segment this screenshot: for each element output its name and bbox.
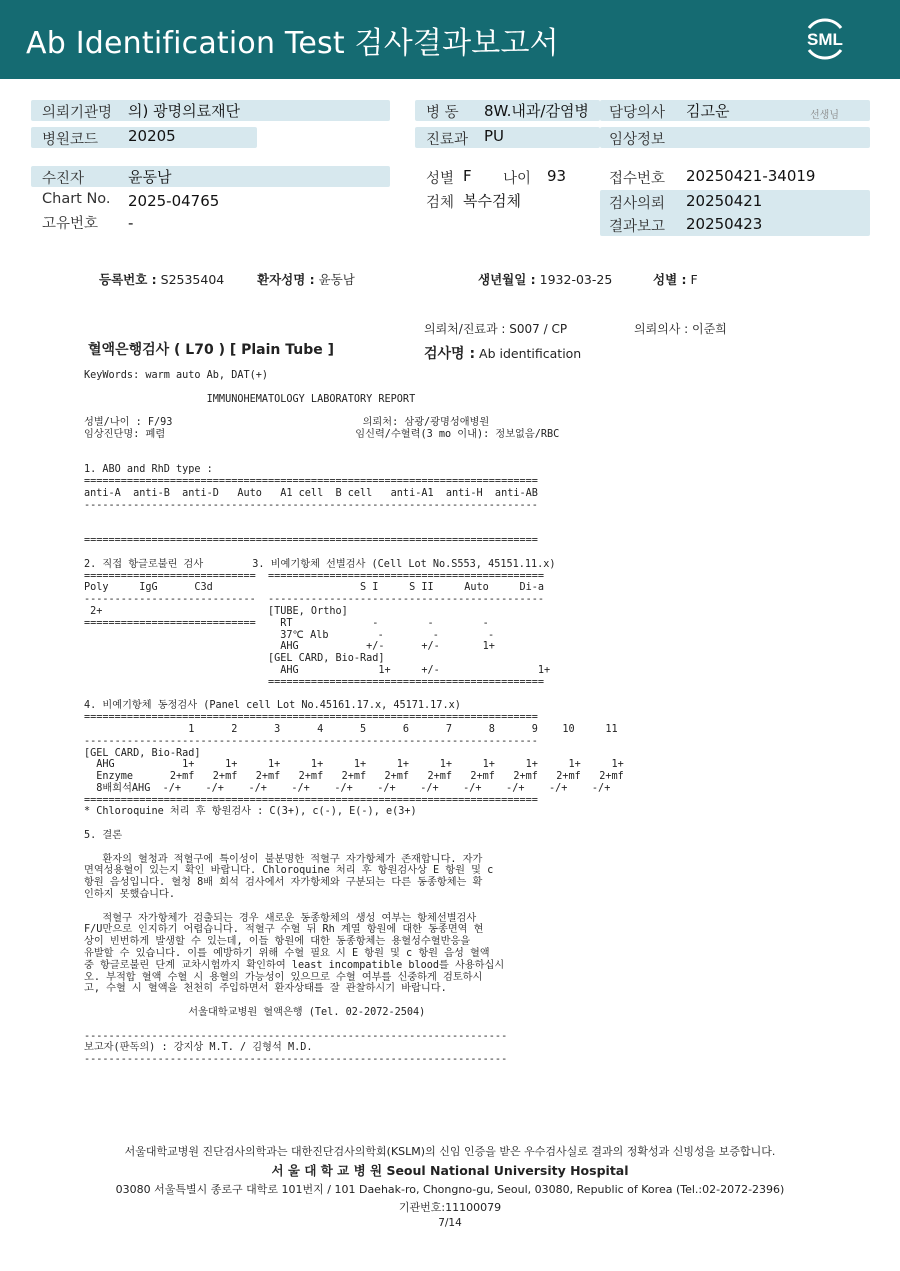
sml-logo-text: SML xyxy=(807,30,843,49)
report-line: 성별/나이 : F/93 의뢰처: 삼광/광명성애병원 xyxy=(84,417,490,429)
report-line: 서울대학교병원 혈액은행 (Tel. 02-2072-2504) xyxy=(84,1007,426,1019)
report-line: -------------------------------------------------------------------------- xyxy=(84,735,538,747)
report-line xyxy=(84,453,554,465)
report-line: 8배희석AHG -/+ -/+ -/+ -/+ -/+ -/+ -/+ -/+ -/+ -/+ -/+ xyxy=(84,782,611,794)
report-line: ========================================================================== xyxy=(84,794,538,806)
receipt-no-value: 20250421-34019 xyxy=(686,167,816,185)
scan-test-title: 혈액은행검사 ( L70 ) [ Plain Tube ] xyxy=(88,342,335,358)
patient-label: 수진자 xyxy=(42,171,85,187)
report-line: IMMUNOHEMATOLOGY LABORATORY REPORT xyxy=(84,393,416,405)
report-line: -------------------------------------------------------------------------- xyxy=(84,499,538,511)
report-line: 2. 직접 항글로불린 검사 3. 비예기항체 선별검사 (Cell Lot No.S553, 45151.11.x) xyxy=(84,558,556,570)
report-line: 5. 결론 xyxy=(84,830,123,842)
scan-test-name: 검사명 : Ab identification xyxy=(424,346,582,362)
report-line: 항원 음성입니다. 혈청 8배 희석 검사에서 자가항체와 구분되는 다른 동종항체는 확 xyxy=(84,877,483,889)
patient-bar xyxy=(31,166,390,187)
footer-certification: 서울대학교병원 진단검사의학과는 대한진단검사의학회(KSLM)의 신임 인증을 받은 우수검사실로 결과의 정확성과 신빙성을 보증합니다. xyxy=(124,1145,776,1158)
report-line: ============================ RT - - - xyxy=(84,617,489,629)
report-line xyxy=(84,547,554,559)
receipt-no-label: 접수번호 xyxy=(609,171,666,187)
department-label: 진료과 xyxy=(426,132,469,148)
institution-value: 의) 광명의료재단 xyxy=(128,102,241,120)
hospital-code-label: 병원코드 xyxy=(42,132,99,148)
report-line: AHG +/- +/- 1+ xyxy=(84,641,495,653)
request-date-label: 검사의뢰 xyxy=(609,196,666,212)
age-label: 나이 xyxy=(503,171,532,187)
report-line: --------------------------------------------------------------------- xyxy=(84,1030,508,1042)
doctor-value: 김고운 xyxy=(686,102,730,120)
scan-reg-no: 등록번호 : S2535404 xyxy=(99,272,225,287)
report-line: 상이 빈번하게 발생할 수 있는데, 이들 항원에 대한 동종항체는 용혈성수혈반응을 xyxy=(84,936,471,948)
footer-hospital: 서 울 대 학 교 병 원 Seoul National University Hospital xyxy=(271,1163,629,1178)
report-line: 1. ABO and RhD type : xyxy=(84,464,213,476)
report-body xyxy=(84,370,624,1066)
scan-dob: 생년월일 : 1932-03-25 xyxy=(478,272,613,287)
institution-label: 의뢰기관명 xyxy=(42,105,113,121)
report-line xyxy=(84,901,554,913)
patient-value: 윤동남 xyxy=(128,168,172,186)
report-line: 2+ [TUBE, Ortho] xyxy=(84,605,348,617)
unique-no-value: - xyxy=(128,214,134,232)
report-line: * Chloroquine 처리 후 항원검사 : C(3+), c(-), E(-), e(3+) xyxy=(84,806,417,818)
report-line: ---------------------------- --------------------------------------------- xyxy=(84,594,545,606)
clinical-info-label: 임상정보 xyxy=(609,132,666,148)
sex-value: F xyxy=(463,167,472,185)
report-line: 보고자(판독의) : 강지상 M.T. / 김형석 M.D. xyxy=(84,1042,313,1054)
report-line: Enzyme 2+mf 2+mf 2+mf 2+mf 2+mf 2+mf 2+mf 2+mf 2+mf 2+mf 2+mf xyxy=(84,771,624,783)
sex-label: 성별 xyxy=(426,171,455,187)
ward-value: 8W.내과/감염병 xyxy=(484,102,589,120)
report-line: anti-A anti-B anti-D Auto A1 cell B cell anti-A1 anti-H anti-AB xyxy=(84,487,538,499)
report-line: --------------------------------------------------------------------- xyxy=(84,1054,508,1066)
report-line: ========================================================================== xyxy=(84,476,538,488)
specimen-value: 복수검체 xyxy=(463,192,521,210)
sml-logo xyxy=(800,15,850,63)
chart-no-label: Chart No. xyxy=(42,191,111,207)
report-line: 환자의 혈청과 적혈구에 특이성이 불분명한 적혈구 자가항체가 존재합니다. 자가 xyxy=(84,853,483,865)
report-line: 인하지 못했습니다. xyxy=(84,889,175,901)
department-value: PU xyxy=(484,127,505,145)
scan-sex: 성별 : F xyxy=(653,272,698,287)
report-line: 고, 수혈 시 혈액을 천천히 주입하면서 환자상태를 잘 관찰하시기 바랍니다. xyxy=(84,983,447,995)
scan-patient-name: 환자성명 : 윤동남 xyxy=(257,272,355,287)
report-date-label: 결과보고 xyxy=(609,219,666,235)
report-line xyxy=(84,818,554,830)
report-line: F/U만으로 인지하기 어렵습니다. 적혈구 수혈 뒤 Rh 계열 항원에 대한 동종면역 현 xyxy=(84,924,484,936)
report-line xyxy=(84,382,554,394)
report-line xyxy=(84,1019,554,1031)
unique-no-label: 고유번호 xyxy=(42,216,99,232)
footer-address: 03080 서울특별시 종로구 대학로 101번지 / 101 Daehak-ro, Chongno-gu, Seoul, 03080, Republic of Korea (Tel.:02-2072-2396) xyxy=(115,1183,785,1196)
report-line xyxy=(84,995,554,1007)
report-line: [GEL CARD, Bio-Rad] xyxy=(84,747,201,759)
scan-req-dept: 의뢰처/진료과 : S007 / CP xyxy=(424,322,568,336)
age-value: 93 xyxy=(547,167,567,185)
report-line: 적혈구 자가항체가 검출되는 경우 새로운 동종항체의 생성 여부는 항체선별검사 xyxy=(84,912,477,924)
ward-label: 병 동 xyxy=(426,105,459,121)
report-title: Ab Identification Test 검사결과보고서 xyxy=(26,26,559,61)
report-line: ============================================= xyxy=(84,676,545,688)
report-line xyxy=(84,512,554,524)
report-line: ============================ ============================================= xyxy=(84,570,545,582)
report-line: ========================================================================== xyxy=(84,535,538,547)
specimen-label: 검체 xyxy=(426,195,455,211)
report-date-value: 20250423 xyxy=(686,215,763,233)
report-line xyxy=(84,405,554,417)
report-line: 임상진단명: 폐렴 임신력/수혈력(3 mo 이내): 정보없음/RBC xyxy=(84,428,560,440)
report-line: KeyWords: warm auto Ab, DAT(+) xyxy=(84,370,269,381)
report-line xyxy=(84,842,554,854)
report-line xyxy=(84,689,554,701)
report-line: 4. 비예기항체 동정검사 (Panel cell Lot No.45161.17.x, 45171.17.x) xyxy=(84,700,461,712)
report-line: [GEL CARD, Bio-Rad] xyxy=(84,653,385,665)
report-line: ========================================================================== xyxy=(84,712,538,724)
chart-no-value: 2025-04765 xyxy=(128,192,220,210)
doctor-label: 담당의사 xyxy=(609,105,666,121)
report-line: 유발할 수 있습니다. 이를 예방하기 위해 수혈 필요 시 E 항원 및 c 항원 음성 혈액 xyxy=(84,948,490,960)
report-line: Poly IgG C3d S I S II Auto Di-a xyxy=(84,582,545,594)
report-line: 37℃ Alb - - - xyxy=(84,629,495,641)
request-date-value: 20250421 xyxy=(686,192,763,210)
report-line: 오. 부적합 혈액 수혈 시 용혈의 가능성이 있으므로 수혈 여부를 신중하게 검토하시 xyxy=(84,971,483,983)
report-line xyxy=(84,523,554,535)
report-line: 중 항글로불린 단계 교차시험까지 확인하여 least incompatible blood를 사용하십시 xyxy=(84,959,505,971)
doctor-suffix: 선생님 xyxy=(810,110,839,121)
footer-page-number: 7/14 xyxy=(438,1217,462,1229)
report-line: AHG 1+ +/- 1+ xyxy=(84,664,551,676)
report-line xyxy=(84,441,554,453)
report-line: 1 2 3 4 5 6 7 8 9 10 11 xyxy=(84,723,618,735)
footer-org-no: 기관번호:11100079 xyxy=(398,1201,502,1214)
report-line: AHG 1+ 1+ 1+ 1+ 1+ 1+ 1+ 1+ 1+ 1+ 1+ xyxy=(84,759,624,771)
scan-req-doctor: 의뢰의사 : 이준희 xyxy=(634,322,727,336)
hospital-code-value: 20205 xyxy=(128,127,176,145)
report-line: 면역성용혈이 있는지 확인 바랍니다. Chloroquine 처리 후 항원검사상 E 항원 및 c xyxy=(84,865,494,877)
